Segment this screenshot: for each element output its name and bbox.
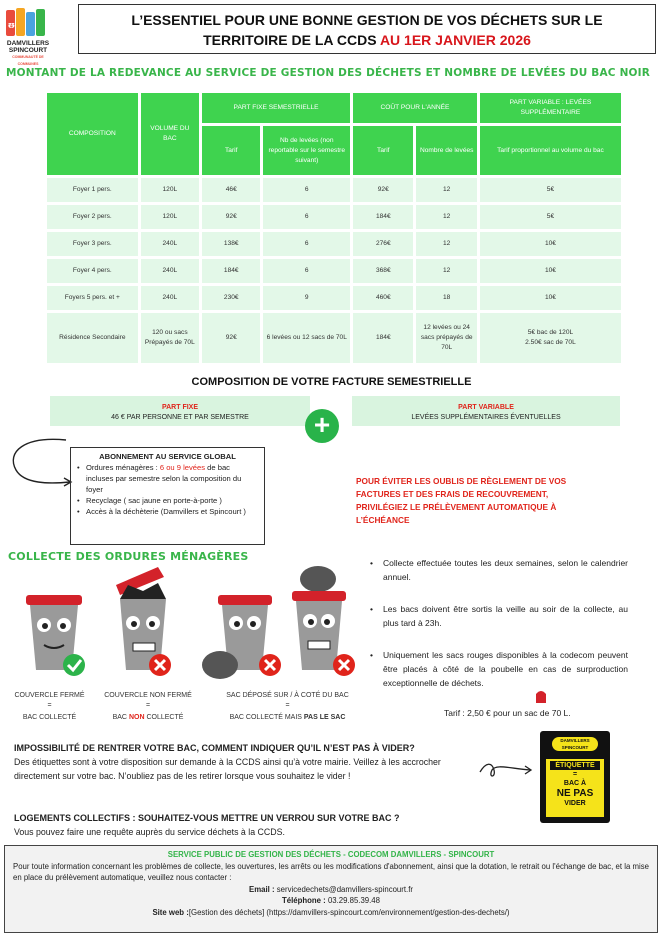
bin-open (116, 567, 171, 676)
header-composition: COMPOSITION (47, 93, 138, 175)
impossibilite-section (14, 741, 484, 783)
logements-title: LOGEMENTS COLLECTIFS : SOUHAITEZ-VOUS METTRE UN VERROU SUR VOTRE BAC ? (14, 813, 400, 823)
part-variable-band: PART VARIABLE LEVÉES SUPPLÉMENTAIRES ÉVENTUELLES (352, 396, 620, 426)
table-row: Foyer 1 pers. 120L 46€ 6 92€ 12 5€ (47, 178, 621, 202)
caption-sac-depose: SAC DÉPOSÉ SUR / À COTÉ DU BAC (226, 692, 349, 699)
plus-icon: + (305, 409, 339, 443)
subheader-nombre-levees: Nombre de levées (416, 126, 476, 175)
tarif-sac: Tarif : 2,50 € pour un sac de 70 L. (444, 708, 571, 718)
logements-section (14, 811, 484, 839)
logements-text: Vous pouvez faire une requête auprès du service déchets à la CCDS. (14, 827, 285, 837)
footer-email: Email : servicedechets@damvillers-spincourt.fr (249, 884, 413, 894)
prelevement-notice: POUR ÉVITER LES OUBLIS DE RÈGLEMENT DE VOS FACTURES ET DES FRAIS DE RECOUVREMENT, PRIVILÉGIEZ LE PRÉLÈVEMENT AUTOMATIQUE À L’ÉCHÉANCE (356, 476, 567, 525)
bins-illustration (8, 565, 368, 685)
red-bag-icon (534, 688, 548, 704)
equals-sign: = (285, 702, 290, 709)
table-row-residence: Résidence Secondaire 120 ou sacs Prépayés de 70L 92€ 6 levées ou 12 sacs de 70L 184€ 12 levées ou 24 sacs prépayés de 70L 5€ bac de 120L 2.50€ sac de 70L (47, 313, 621, 363)
part-fixe-band: PART FIXE 46 € PAR PERSONNE ET PAR SEMESTRE (50, 396, 310, 426)
header-cout-annee: COÛT POUR L'ANNÉE (353, 93, 477, 123)
contact-footer (4, 845, 658, 933)
footer-title: SERVICE PUBLIC DE GESTION DES DÉCHETS - CODECOM DAMVILLERS - SPINCOURT (167, 850, 495, 859)
result-bac-non-collecte: BAC NON COLLECTÉ (112, 714, 184, 721)
bin-closed (26, 595, 85, 676)
table-row: Foyer 4 pers. 240L 184€ 6 368€ 12 10€ (47, 259, 621, 283)
svg-text:ᵿ: ᵿ (8, 18, 15, 31)
equals-sign: = (47, 702, 52, 709)
equals-sign: = (145, 702, 151, 709)
bin-bag-beside (202, 595, 281, 679)
bin-bag-on-top (292, 566, 355, 676)
subheader-tarif-annee: Tarif (353, 126, 413, 175)
list-item: • Les bacs doivent être sortis la veille au soir de la collecte, au plus tard à 23h. (383, 602, 628, 630)
header-part-fixe: PART FIXE SEMESTRIELLE (202, 93, 350, 123)
abonnement-box (70, 447, 265, 545)
section-title-redevance: MONTANT DE LA REDEVANCE AU SERVICE DE GESTION DES DÉCHETS ET NOMBRE DE LEVÉES DU BAC NOIR (6, 67, 651, 79)
curved-arrow-icon (4, 432, 74, 502)
list-item: • Recyclage ( sac jaune en porte-à-porte ) (77, 495, 258, 506)
header-volume: VOLUME DU BAC (141, 93, 199, 175)
list-item: • Accès à la déchèterie (Damvillers et Spincourt ) (77, 506, 258, 517)
list-item: • Collecte effectuée toutes les deux semaines, selon le calendrier annuel. (383, 556, 628, 584)
result-bac-collecte-pas-sac: BAC COLLECTÉ MAIS PAS LE SAC (229, 714, 346, 721)
redevance-table (44, 90, 624, 366)
abonnement-title: ABONNEMENT AU SERVICE GLOBAL (99, 452, 236, 461)
footer-text: Pour toute information concernant les problèmes de collecte, les ouvertures, les arrêts ou les modifications d'abonnement, ainsi que la dotation, le retrait ou l'échange de bac, et la mise en place du prélèvement automatique, veuillez nous contacter : (13, 861, 649, 883)
subheader-tarif: Tarif (202, 126, 260, 175)
footer-website[interactable]: Site web :[Gestion des déchets] (https://damvillers-spincourt.com/environnement/gestion-des-dechets/) (152, 907, 510, 917)
page-title: L’ESSENTIEL POUR UNE BONNE GESTION DE VOS DÉCHETS SUR LE TERRITOIRE DE LA CCDS AU 1ER JANVIER 2026 (78, 4, 656, 54)
impossibilite-title: IMPOSSIBILITÉ DE RENTRER VOTRE BAC, COMMENT INDIQUER QU’IL N’EST PAS À VIDER? (14, 743, 415, 753)
result-bac-collecte: BAC COLLECTÉ (22, 714, 77, 721)
facture-title: COMPOSITION DE VOTRE FACTURE SEMESTRIELLE (191, 376, 472, 388)
table-row: Foyer 2 pers. 120L 92€ 6 184€ 12 5€ (47, 205, 621, 229)
caption-couvercle-non-ferme: COUVERCLE NON FERMÉ (104, 692, 192, 699)
caption-couvercle-ferme: COUVERCLE FERMÉ (14, 692, 85, 699)
impossibilite-text: Des étiquettes sont à votre disposition sur demande à la CCDS ainsi qu’à votre mairie. Veillez à les accrocher directement sur votre bac. N’oubliez pas de les retirer lorsque vous souhaitez le vider ! (14, 757, 441, 781)
subheader-tarif-proportionnel: Tarif proportionnel au volume du bac (480, 126, 621, 175)
list-item: • Uniquement les sacs rouges disponibles à la codecom peuvent être placés à côté de la poubelle en cas de surproduction exceptionnelle de déchets. (383, 648, 628, 690)
footer-phone: Téléphone : 03.29.85.39.48 (282, 896, 380, 906)
etiquette-sticker: DAMVILLERS SPINCOURT ÉTIQUETTE = BAC À NE PAS VIDER (540, 731, 610, 823)
section-title-collecte: COLLECTE DES ORDURES MÉNAGÈRES (8, 550, 249, 563)
squiggle-arrow-icon (478, 760, 534, 780)
logo-name: DAMVILLERS SPINCOURT COMMUNAUTÉ DE COMMUNES (6, 40, 50, 66)
subheader-levees: Nb de levées (non reportable sur le semestre suivant) (263, 126, 350, 175)
header-part-variable: PART VARIABLE : LEVÉES SUPPLÉMENTAIRE (480, 93, 621, 123)
table-row: Foyer 3 pers. 240L 138€ 6 276€ 12 10€ (47, 232, 621, 256)
table-row: Foyers 5 pers. et + 240L 230€ 9 460€ 18 10€ (47, 286, 621, 310)
list-item: • Ordures ménagères : 6 ou 9 levées de bac incluses par semestre selon la composition du foyer (77, 462, 258, 495)
